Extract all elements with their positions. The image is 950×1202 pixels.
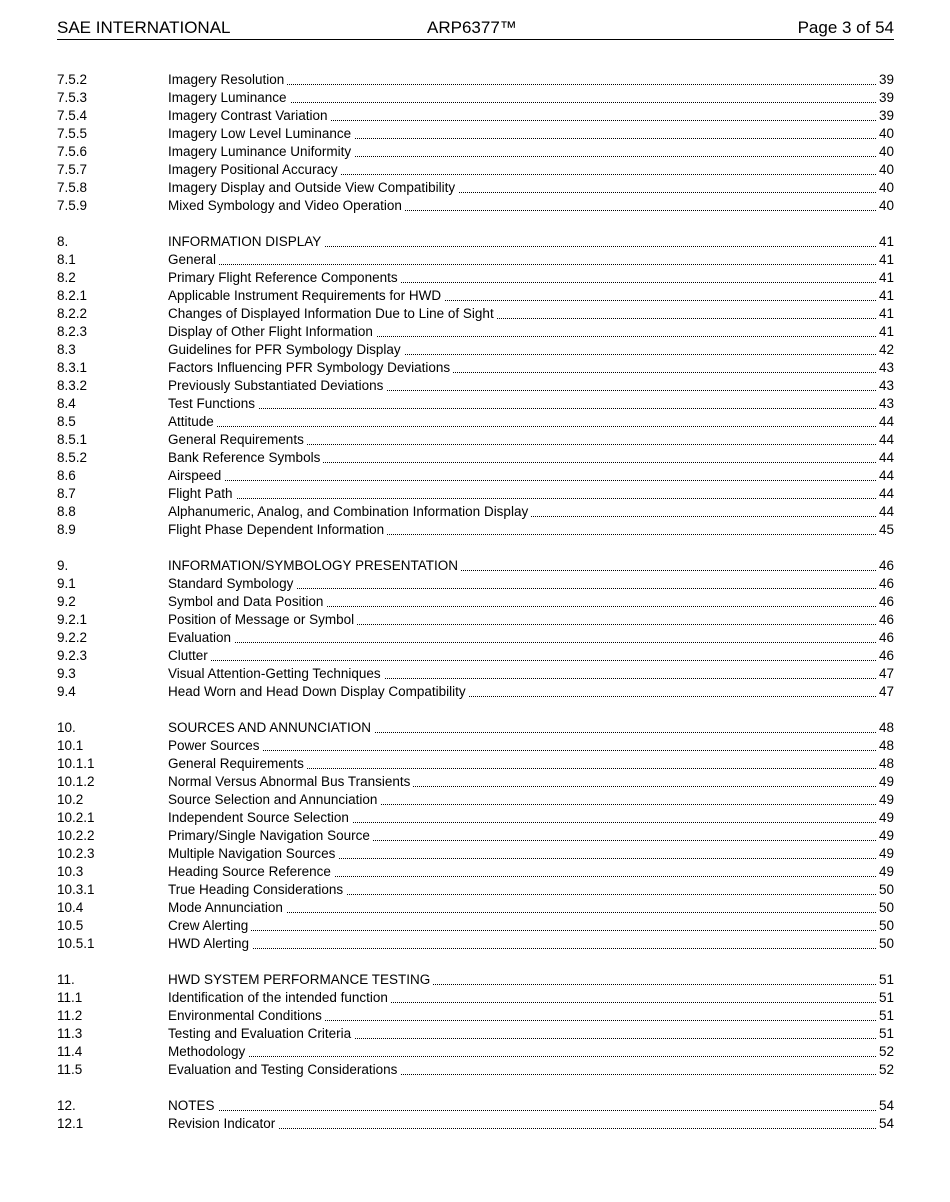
toc-entry[interactable] xyxy=(57,917,894,935)
header-page-label: Page 3 of 54 xyxy=(797,18,894,37)
toc-entry-title-cell xyxy=(168,161,876,179)
toc-dot-leader xyxy=(168,750,876,751)
toc-entry-page: 41 xyxy=(876,269,894,287)
toc-entry[interactable] xyxy=(57,341,894,359)
toc-entry-page: 41 xyxy=(876,323,894,341)
toc-entry[interactable] xyxy=(57,521,894,539)
toc-entry-page: 46 xyxy=(876,611,894,629)
toc-entry-title-cell xyxy=(168,773,876,791)
toc-entry-number: 9.1 xyxy=(57,576,76,591)
toc-entry[interactable] xyxy=(57,773,894,791)
toc-entry-title: Applicable Instrument Requirements for HWD xyxy=(168,288,444,303)
toc-entry-page: 47 xyxy=(876,665,894,683)
toc-entry-title-cell xyxy=(168,467,876,485)
toc-entry-title-cell xyxy=(168,197,876,215)
toc-entry[interactable] xyxy=(57,791,894,809)
toc-entry[interactable] xyxy=(57,611,894,629)
toc-entry-page: 49 xyxy=(876,845,894,863)
toc-entry-title-cell xyxy=(168,305,876,323)
toc-entry-title: NOTES xyxy=(168,1098,218,1113)
toc-entry[interactable] xyxy=(57,863,894,881)
toc-entry-number: 11.2 xyxy=(57,1008,83,1023)
toc-entry-number: 7.5.8 xyxy=(57,180,88,195)
toc-entry-title-cell xyxy=(168,665,876,683)
toc-entry-title-cell xyxy=(168,251,876,269)
toc-entry-title: Evaluation and Testing Considerations xyxy=(168,1062,400,1077)
toc-entry-title: Standard Symbology xyxy=(168,576,296,591)
toc-entry-title-cell xyxy=(168,323,876,341)
toc-entry[interactable] xyxy=(57,377,894,395)
toc-dot-leader xyxy=(168,1110,876,1111)
toc-entry[interactable] xyxy=(57,629,894,647)
toc-entry-title-cell xyxy=(168,881,876,899)
toc-entry-number: 10. xyxy=(57,720,76,735)
toc-entry-page: 51 xyxy=(876,1025,894,1043)
header-org: SAE INTERNATIONAL xyxy=(57,18,231,37)
toc-entry[interactable] xyxy=(57,359,894,377)
toc-entry-number: 7.5.4 xyxy=(57,108,88,123)
toc-dot-leader xyxy=(168,264,876,265)
toc-entry[interactable] xyxy=(57,107,894,125)
toc-entry-title-cell xyxy=(168,755,876,773)
toc-entry-title: Airspeed xyxy=(168,468,224,483)
toc-entry[interactable] xyxy=(57,845,894,863)
toc-entry-page: 54 xyxy=(876,1097,894,1115)
table-of-contents xyxy=(57,71,894,1151)
toc-entry-number: 7.5.9 xyxy=(57,198,88,213)
toc-entry-title: Mixed Symbology and Video Operation xyxy=(168,198,405,213)
toc-entry-title: Primary/Single Navigation Source xyxy=(168,828,373,843)
toc-entry-title: Crew Alerting xyxy=(168,918,251,933)
toc-entry-page: 41 xyxy=(876,251,894,269)
toc-entry-number: 9.2 xyxy=(57,594,76,609)
toc-entry-page: 43 xyxy=(876,395,894,413)
toc-entry-page: 40 xyxy=(876,143,894,161)
toc-entry-title: Test Functions xyxy=(168,396,258,411)
toc-entry[interactable] xyxy=(57,557,894,575)
toc-entry-title-cell xyxy=(168,557,876,575)
toc-entry-title-cell xyxy=(168,377,876,395)
toc-entry-title: Bank Reference Symbols xyxy=(168,450,323,465)
toc-entry[interactable] xyxy=(57,125,894,143)
toc-dot-leader xyxy=(168,480,876,481)
toc-entry-page: 49 xyxy=(876,809,894,827)
toc-dot-leader xyxy=(168,930,876,931)
toc-entry-number: 10.5.1 xyxy=(57,936,95,951)
toc-entry-title-cell xyxy=(168,89,876,107)
toc-entry-page: 48 xyxy=(876,755,894,773)
toc-entry-number: 10.1.2 xyxy=(57,774,95,789)
toc-entry-title-cell xyxy=(168,287,876,305)
toc-entry-title-cell xyxy=(168,917,876,935)
toc-entry[interactable] xyxy=(57,827,894,845)
toc-entry[interactable] xyxy=(57,1025,894,1043)
toc-entry-title: Imagery Contrast Variation xyxy=(168,108,331,123)
toc-entry-number: 9.2.3 xyxy=(57,648,88,663)
toc-entry[interactable] xyxy=(57,89,894,107)
toc-entry-title-cell xyxy=(168,863,876,881)
toc-entry-title-cell xyxy=(168,989,876,1007)
toc-entry[interactable] xyxy=(57,809,894,827)
toc-entry-number: 8.3.2 xyxy=(57,378,88,393)
toc-entry-title: General Requirements xyxy=(168,432,307,447)
toc-entry-title: HWD SYSTEM PERFORMANCE TESTING xyxy=(168,972,433,987)
toc-entry-page: 47 xyxy=(876,683,894,701)
toc-entry-page: 44 xyxy=(876,449,894,467)
toc-entry-number: 10.1 xyxy=(57,738,84,753)
toc-entry-title-cell xyxy=(168,71,876,89)
toc-entry-title-cell xyxy=(168,233,876,251)
toc-entry-page: 40 xyxy=(876,197,894,215)
toc-entry-number: 8.2.3 xyxy=(57,324,88,339)
toc-entry-number: 8.6 xyxy=(57,468,76,483)
toc-dot-leader xyxy=(168,426,876,427)
toc-entry-page: 46 xyxy=(876,647,894,665)
toc-entry-page: 45 xyxy=(876,521,894,539)
toc-entry[interactable] xyxy=(57,287,894,305)
toc-entry-number: 7.5.6 xyxy=(57,144,88,159)
toc-entry[interactable] xyxy=(57,269,894,287)
toc-entry-page: 49 xyxy=(876,827,894,845)
toc-entry-title: Position of Message or Symbol xyxy=(168,612,357,627)
toc-entry-page: 46 xyxy=(876,593,894,611)
toc-entry-number: 10.1.1 xyxy=(57,756,95,771)
toc-entry-title: Factors Influencing PFR Symbology Deviations xyxy=(168,360,453,375)
toc-entry-number: 8.4 xyxy=(57,396,76,411)
toc-entry-page: 51 xyxy=(876,1007,894,1025)
toc-entry-number: 9. xyxy=(57,558,69,573)
toc-dot-leader xyxy=(168,948,876,949)
toc-entry[interactable] xyxy=(57,881,894,899)
toc-entry-title: Display of Other Flight Information xyxy=(168,324,376,339)
toc-entry-title-cell xyxy=(168,737,876,755)
toc-entry[interactable] xyxy=(57,1097,894,1115)
toc-entry-title-cell xyxy=(168,1115,876,1133)
toc-entry[interactable] xyxy=(57,755,894,773)
toc-entry-page: 49 xyxy=(876,863,894,881)
toc-entry-title-cell xyxy=(168,575,876,593)
toc-entry[interactable] xyxy=(57,719,894,737)
page-header xyxy=(57,16,894,40)
toc-entry-number: 11. xyxy=(57,972,75,987)
toc-entry[interactable] xyxy=(57,485,894,503)
toc-entry-title: Visual Attention-Getting Techniques xyxy=(168,666,384,681)
toc-entry-title: Evaluation xyxy=(168,630,234,645)
toc-entry-title: Imagery Luminance Uniformity xyxy=(168,144,354,159)
toc-entry[interactable] xyxy=(57,593,894,611)
toc-entry-title: Symbol and Data Position xyxy=(168,594,326,609)
toc-entry-title: Previously Substantiated Deviations xyxy=(168,378,386,393)
toc-entry-page: 39 xyxy=(876,107,894,125)
toc-entry-title-cell xyxy=(168,359,876,377)
toc-entry-title-cell xyxy=(168,611,876,629)
toc-entry[interactable] xyxy=(57,179,894,197)
toc-entry-page: 48 xyxy=(876,719,894,737)
toc-entry-title: General Requirements xyxy=(168,756,307,771)
toc-entry-title: Flight Path xyxy=(168,486,236,501)
toc-entry-number: 8.5 xyxy=(57,414,76,429)
toc-entry-page: 52 xyxy=(876,1061,894,1079)
toc-entry-title: Revision Indicator xyxy=(168,1116,278,1131)
toc-entry-number: 8.2.2 xyxy=(57,306,88,321)
toc-entry[interactable] xyxy=(57,323,894,341)
toc-entry-number: 7.5.2 xyxy=(57,72,88,87)
toc-entry[interactable] xyxy=(57,899,894,917)
toc-entry-page: 43 xyxy=(876,377,894,395)
toc-entry-number: 8.1 xyxy=(57,252,76,267)
toc-entry-title: Head Worn and Head Down Display Compatibility xyxy=(168,684,469,699)
toc-entry-page: 42 xyxy=(876,341,894,359)
toc-entry-title: Normal Versus Abnormal Bus Transients xyxy=(168,774,413,789)
toc-entry-page: 44 xyxy=(876,467,894,485)
toc-entry[interactable] xyxy=(57,575,894,593)
toc-dot-leader xyxy=(168,1056,876,1057)
toc-entry-title-cell xyxy=(168,647,876,665)
toc-entry-title-cell xyxy=(168,485,876,503)
toc-section xyxy=(57,557,894,701)
toc-entry-number: 8.9 xyxy=(57,522,76,537)
toc-entry-title: Imagery Display and Outside View Compatibility xyxy=(168,180,458,195)
toc-entry-number: 12.1 xyxy=(57,1116,84,1131)
toc-entry-title: Identification of the intended function xyxy=(168,990,391,1005)
toc-entry-title-cell xyxy=(168,1097,876,1115)
toc-entry-title-cell xyxy=(168,593,876,611)
toc-entry[interactable] xyxy=(57,71,894,89)
toc-entry-page: 40 xyxy=(876,179,894,197)
toc-entry-title-cell xyxy=(168,413,876,431)
toc-section xyxy=(57,233,894,539)
toc-entry-title: Heading Source Reference xyxy=(168,864,334,879)
toc-entry-page: 44 xyxy=(876,503,894,521)
toc-entry-title-cell xyxy=(168,431,876,449)
toc-entry-number: 8.8 xyxy=(57,504,76,519)
toc-entry-title: INFORMATION DISPLAY xyxy=(168,234,324,249)
toc-entry-number: 8. xyxy=(57,234,69,249)
toc-entry-title: Flight Phase Dependent Information xyxy=(168,522,387,537)
toc-entry-number: 10.3.1 xyxy=(57,882,95,897)
toc-section xyxy=(57,719,894,953)
toc-entry-title-cell xyxy=(168,125,876,143)
toc-entry[interactable] xyxy=(57,665,894,683)
toc-entry[interactable] xyxy=(57,503,894,521)
toc-entry[interactable] xyxy=(57,251,894,269)
toc-entry-number: 10.2 xyxy=(57,792,84,807)
toc-entry-page: 41 xyxy=(876,233,894,251)
toc-entry-number: 8.2 xyxy=(57,270,76,285)
toc-entry-number: 9.3 xyxy=(57,666,76,681)
toc-entry-page: 50 xyxy=(876,899,894,917)
toc-entry-number: 11.1 xyxy=(57,990,83,1005)
toc-dot-leader xyxy=(168,660,876,661)
toc-entry-title-cell xyxy=(168,791,876,809)
toc-entry-number: 8.2.1 xyxy=(57,288,88,303)
toc-entry-title-cell xyxy=(168,1061,876,1079)
toc-entry-page: 52 xyxy=(876,1043,894,1061)
toc-entry-number: 8.3 xyxy=(57,342,76,357)
toc-dot-leader xyxy=(168,408,876,409)
toc-entry-title-cell xyxy=(168,179,876,197)
toc-entry-title: Imagery Low Level Luminance xyxy=(168,126,354,141)
toc-entry-title-cell xyxy=(168,503,876,521)
toc-entry-page: 50 xyxy=(876,881,894,899)
toc-entry-number: 10.3 xyxy=(57,864,84,879)
toc-entry-page: 44 xyxy=(876,413,894,431)
toc-entry-title-cell xyxy=(168,521,876,539)
toc-entry-title: Attitude xyxy=(168,414,217,429)
toc-entry-title: Testing and Evaluation Criteria xyxy=(168,1026,354,1041)
toc-entry-title: True Heading Considerations xyxy=(168,882,346,897)
toc-entry[interactable] xyxy=(57,395,894,413)
toc-entry-title-cell xyxy=(168,341,876,359)
toc-entry-title-cell xyxy=(168,827,876,845)
toc-entry-number: 10.2.3 xyxy=(57,846,95,861)
toc-entry-title-cell xyxy=(168,683,876,701)
toc-entry-title-cell xyxy=(168,269,876,287)
toc-entry[interactable] xyxy=(57,647,894,665)
toc-entry-page: 41 xyxy=(876,305,894,323)
toc-entry-title-cell xyxy=(168,899,876,917)
toc-entry-title: Multiple Navigation Sources xyxy=(168,846,338,861)
toc-entry-number: 9.4 xyxy=(57,684,76,699)
toc-entry-page: 46 xyxy=(876,557,894,575)
toc-entry-page: 51 xyxy=(876,989,894,1007)
toc-entry[interactable] xyxy=(57,989,894,1007)
toc-entry-title: Imagery Luminance xyxy=(168,90,290,105)
toc-entry[interactable] xyxy=(57,413,894,431)
toc-section xyxy=(57,71,894,215)
toc-entry-title: Primary Flight Reference Components xyxy=(168,270,401,285)
toc-entry-page: 50 xyxy=(876,917,894,935)
toc-entry-title: Changes of Displayed Information Due to Line of Sight xyxy=(168,306,497,321)
toc-entry-page: 44 xyxy=(876,431,894,449)
toc-entry-title-cell xyxy=(168,629,876,647)
toc-entry-number: 10.4 xyxy=(57,900,84,915)
toc-entry-title-cell xyxy=(168,1043,876,1061)
toc-dot-leader xyxy=(168,498,876,499)
toc-entry[interactable] xyxy=(57,1043,894,1061)
toc-entry-title-cell xyxy=(168,449,876,467)
toc-entry[interactable] xyxy=(57,935,894,953)
toc-entry[interactable] xyxy=(57,683,894,701)
toc-entry-number: 10.2.1 xyxy=(57,810,95,825)
toc-entry[interactable] xyxy=(57,1007,894,1025)
toc-entry[interactable] xyxy=(57,467,894,485)
toc-entry-number: 8.3.1 xyxy=(57,360,88,375)
toc-entry-page: 46 xyxy=(876,629,894,647)
toc-entry[interactable] xyxy=(57,449,894,467)
toc-entry-number: 11.5 xyxy=(57,1062,83,1077)
toc-entry[interactable] xyxy=(57,1061,894,1079)
toc-entry[interactable] xyxy=(57,431,894,449)
toc-entry-page: 39 xyxy=(876,71,894,89)
toc-entry-title: SOURCES AND ANNUNCIATION xyxy=(168,720,374,735)
toc-entry-title: Source Selection and Annunciation xyxy=(168,792,380,807)
toc-entry-page: 48 xyxy=(876,737,894,755)
toc-entry-page: 43 xyxy=(876,359,894,377)
toc-entry-title: Mode Annunciation xyxy=(168,900,286,915)
toc-entry-page: 51 xyxy=(876,971,894,989)
toc-entry-title-cell xyxy=(168,845,876,863)
toc-entry-title-cell xyxy=(168,719,876,737)
header-doc-id: ARP6377™ xyxy=(427,18,517,37)
toc-entry-number: 8.7 xyxy=(57,486,76,501)
toc-entry-number: 11.3 xyxy=(57,1026,83,1041)
toc-entry-title: Environmental Conditions xyxy=(168,1008,325,1023)
toc-entry-number: 10.5 xyxy=(57,918,84,933)
toc-entry-title: Guidelines for PFR Symbology Display xyxy=(168,342,404,357)
toc-entry-title-cell xyxy=(168,1007,876,1025)
toc-entry-title-cell xyxy=(168,971,876,989)
toc-entry-title: Independent Source Selection xyxy=(168,810,352,825)
toc-entry-title: Imagery Positional Accuracy xyxy=(168,162,341,177)
toc-entry-title: Imagery Resolution xyxy=(168,72,287,87)
toc-entry-title: INFORMATION/SYMBOLOGY PRESENTATION xyxy=(168,558,461,573)
toc-entry-page: 39 xyxy=(876,89,894,107)
toc-entry-title-cell xyxy=(168,107,876,125)
toc-dot-leader xyxy=(168,642,876,643)
toc-entry-title-cell xyxy=(168,395,876,413)
toc-entry-title-cell xyxy=(168,809,876,827)
toc-entry-number: 8.5.2 xyxy=(57,450,88,465)
toc-entry-title: Power Sources xyxy=(168,738,263,753)
toc-entry-page: 49 xyxy=(876,773,894,791)
toc-entry-title: HWD Alerting xyxy=(168,936,252,951)
toc-entry-page: 41 xyxy=(876,287,894,305)
toc-entry[interactable] xyxy=(57,305,894,323)
toc-entry-title: Alphanumeric, Analog, and Combination Information Display xyxy=(168,504,531,519)
toc-entry-title: General xyxy=(168,252,219,267)
toc-entry-number: 8.5.1 xyxy=(57,432,88,447)
toc-entry-page: 40 xyxy=(876,125,894,143)
toc-entry-number: 11.4 xyxy=(57,1044,83,1059)
toc-entry[interactable] xyxy=(57,233,894,251)
toc-entry-title-cell xyxy=(168,935,876,953)
toc-entry[interactable] xyxy=(57,197,894,215)
toc-entry-title: Clutter xyxy=(168,648,211,663)
toc-entry-number: 12. xyxy=(57,1098,76,1113)
toc-entry-title-cell xyxy=(168,143,876,161)
toc-entry-page: 50 xyxy=(876,935,894,953)
toc-entry-number: 7.5.3 xyxy=(57,90,88,105)
toc-entry-number: 10.2.2 xyxy=(57,828,95,843)
toc-entry-page: 44 xyxy=(876,485,894,503)
toc-section xyxy=(57,1097,894,1133)
toc-entry[interactable] xyxy=(57,1115,894,1133)
toc-section xyxy=(57,971,894,1079)
toc-entry[interactable] xyxy=(57,971,894,989)
toc-entry[interactable] xyxy=(57,737,894,755)
toc-entry-title: Methodology xyxy=(168,1044,248,1059)
toc-entry-page: 54 xyxy=(876,1115,894,1133)
toc-entry[interactable] xyxy=(57,161,894,179)
toc-entry-number: 9.2.2 xyxy=(57,630,88,645)
toc-entry-page: 46 xyxy=(876,575,894,593)
toc-entry-number: 7.5.5 xyxy=(57,126,88,141)
toc-entry-number: 9.2.1 xyxy=(57,612,88,627)
toc-entry-number: 7.5.7 xyxy=(57,162,88,177)
toc-entry-page: 40 xyxy=(876,161,894,179)
toc-entry[interactable] xyxy=(57,143,894,161)
toc-entry-title-cell xyxy=(168,1025,876,1043)
toc-entry-page: 49 xyxy=(876,791,894,809)
